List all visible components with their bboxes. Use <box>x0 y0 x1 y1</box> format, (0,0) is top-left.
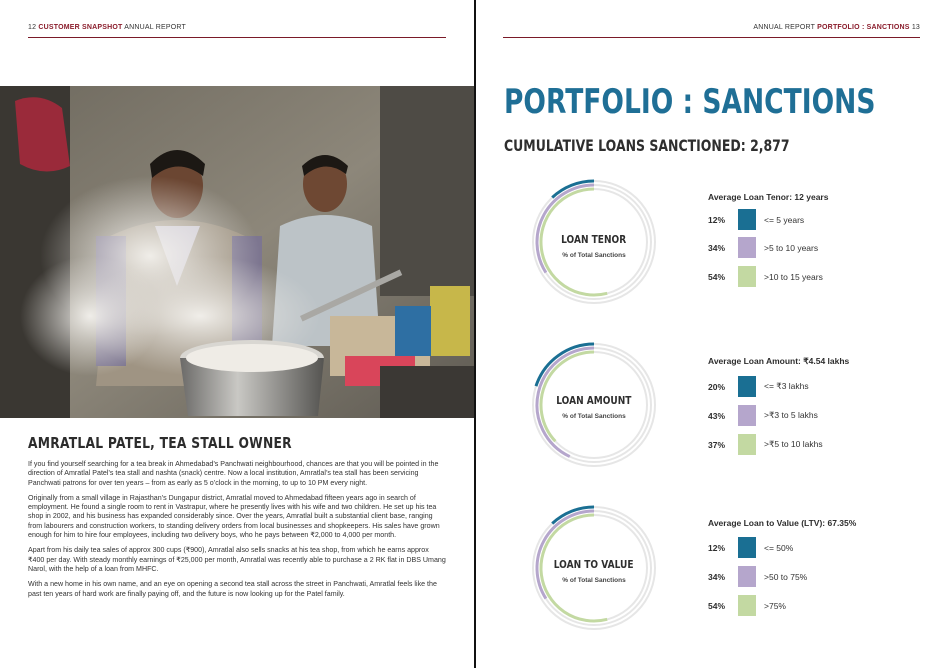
legend-swatch-green <box>738 595 756 616</box>
legend-percent: 43% <box>708 410 726 421</box>
right-header-section: PORTFOLIO : SANCTIONS <box>817 24 910 31</box>
right-running-header <box>753 24 920 31</box>
story-body <box>28 460 446 605</box>
chart-subtitle: % of Total Sanctions <box>562 413 626 420</box>
story-paragraph: Originally from a small village in Rajasthan’s Dungapur district, Amratlal moved to Ahmedabad fifteen years ago in search of employment. He found a single room to rent in Vastrapur, where he presently lives with his wife and two children. He set up his tea shop in 2002, and his business has expanded considerably since. Over the years, Amratlal built a substantial client base, ranging from labourers and construction workers, to standing delivery orders from local businesses and shopkeepers. His sales have grown enough for him to hire four employees, including two delivery boys, who he pays between ₹2,000 to 4,000 per month. <box>28 493 440 540</box>
chart-title: LOAN TENOR <box>561 233 627 246</box>
legend-label: <= 50% <box>764 542 794 553</box>
loan-to-value-center-label <box>529 555 659 584</box>
loan-amount-heading: Average Loan Amount: ₹4.54 lakhs <box>708 356 850 366</box>
loan-tenor-heading: Average Loan Tenor: 12 years <box>708 192 829 202</box>
legend-row <box>708 595 786 616</box>
legend-label: >₹3 to 5 lakhs <box>764 410 818 420</box>
legend-row <box>708 566 807 587</box>
ring-arc-1 <box>536 344 594 386</box>
legend-percent: 34% <box>708 242 726 253</box>
legend-swatch-teal <box>738 209 756 230</box>
legend-percent: 54% <box>708 600 726 611</box>
right-header-label: ANNUAL REPORT <box>753 24 816 31</box>
right-page <box>476 0 949 668</box>
legend-swatch-green <box>738 266 756 287</box>
legend-swatch-green <box>738 434 756 455</box>
legend-row <box>708 266 823 287</box>
right-page-number: 13 <box>911 24 920 31</box>
chart-title: LOAN TO VALUE <box>554 558 634 571</box>
left-page-number: 12 <box>28 24 37 31</box>
cumulative-loans-subtitle: CUMULATIVE LOANS SANCTIONED: 2,877 <box>504 136 790 155</box>
story-photo <box>0 86 474 418</box>
legend-label: >5 to 10 years <box>764 242 819 253</box>
chart-title: LOAN AMOUNT <box>556 394 632 407</box>
legend-swatch-teal <box>738 376 756 397</box>
loan-amount-center-label <box>529 391 659 420</box>
legend-swatch-teal <box>738 537 756 558</box>
chart-subtitle: % of Total Sanctions <box>562 577 626 584</box>
legend-label: >₹5 to 10 lakhs <box>764 439 823 449</box>
story-paragraph: If you find yourself searching for a tea break in Ahmedabad’s Panchwati neighbourhood, chances are that you will be pointed in the direction of Amratlal Patel’s tea stall and nashta (snack) centre. Now a local institution, Amratlal’s tea stall has been servicing Panchwati patrons for over ten years – from as early as 5 o’clock in the morning, to up to 10 PM every night. <box>28 460 439 487</box>
loan-to-value-heading: Average Loan to Value (LTV): 67.35% <box>708 518 857 528</box>
legend-percent: 12% <box>708 542 726 553</box>
loan-tenor-center-label <box>529 230 659 259</box>
legend-row <box>708 209 804 230</box>
legend-label: <= 5 years <box>764 214 805 225</box>
chart-subtitle: % of Total Sanctions <box>562 252 626 259</box>
left-header-section: CUSTOMER SNAPSHOT <box>38 24 123 31</box>
right-header-rule <box>503 37 920 38</box>
page-title: PORTFOLIO : SANCTIONS <box>504 82 876 122</box>
legend-swatch-lavender <box>738 237 756 258</box>
left-running-header <box>28 24 186 31</box>
left-header-rule <box>28 37 446 38</box>
story-title: AMRATLAL PATEL, TEA STALL OWNER <box>28 434 292 452</box>
legend-percent: 54% <box>708 271 726 282</box>
story-paragraph: Apart from his daily tea sales of approx 300 cups (₹900), Amratlal also sells snacks at his tea shop, from which he earns approx ₹400 per day. With steady monthly earnings of ₹25,000 per month, Amratlal was recently able to purchase a 2 RK flat in DBS Umang Narol, with the help of a loan from MHFC. <box>28 546 446 573</box>
legend-label: >75% <box>764 600 786 611</box>
legend-row <box>708 405 818 426</box>
legend-swatch-lavender <box>738 566 756 587</box>
tea-stall-photo <box>0 86 474 418</box>
legend-row <box>708 237 818 258</box>
legend-row <box>708 434 823 455</box>
legend-percent: 34% <box>708 571 726 582</box>
legend-percent: 20% <box>708 381 726 392</box>
legend-swatch-lavender <box>738 405 756 426</box>
left-header-label: ANNUAL REPORT <box>124 24 187 31</box>
left-page <box>0 0 474 668</box>
legend-percent: 37% <box>708 439 726 450</box>
story-paragraph: With a new home in his own name, and an eye on opening a second tea stall across the street in Panchwati, Amratlal feels like the past ten years of hard work are finally paying off, and the future is now looking up for the Patel family. <box>28 580 437 598</box>
legend-row <box>708 376 809 397</box>
legend-label: <= ₹3 lakhs <box>764 381 809 391</box>
legend-percent: 12% <box>708 214 726 225</box>
legend-label: >10 to 15 years <box>764 271 823 282</box>
legend-row <box>708 537 793 558</box>
legend-label: >50 to 75% <box>764 571 808 582</box>
